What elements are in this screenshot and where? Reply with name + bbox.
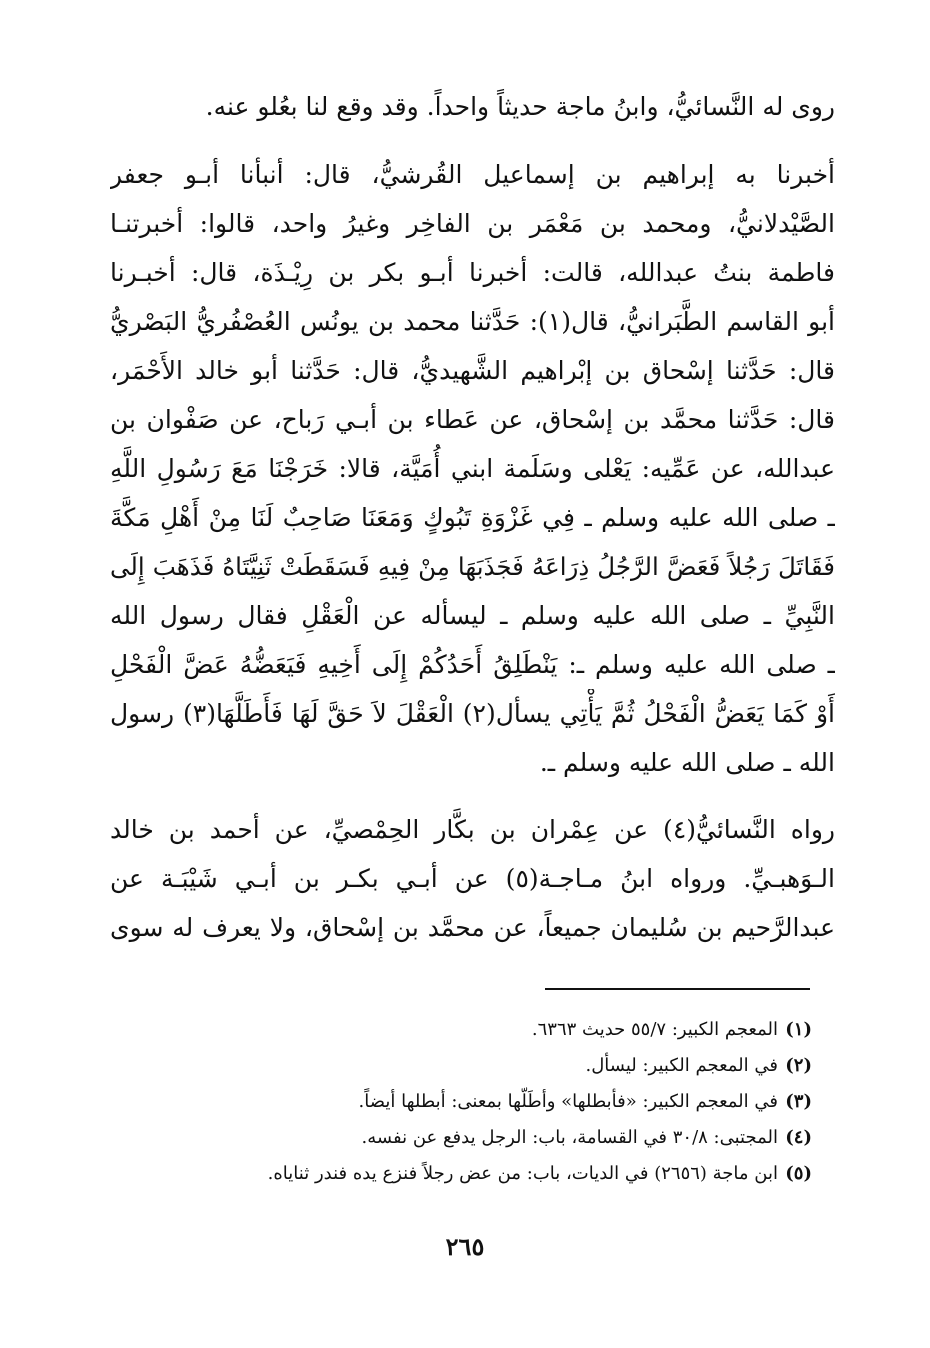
footnote-number: (١)	[785, 1019, 812, 1040]
text-line: أخبرنا به إبراهيم بن إسماعيل القُرشيُّ، قال: أنبأنا أبـو جعفر	[110, 160, 835, 189]
text-line: فاطمة بنتُ عبدالله، قالت: أخبرنا أبـو بكر بن رِيْـذَة، قال: أخبـرنا	[110, 258, 835, 287]
footnote-1	[200, 1012, 812, 1048]
text-line: أَوْ كَمَا يَعَضُّ الْفَحْلُ ثُمَّ يَأْتِي يسأل(٢) الْعَقْلَ لاَ حَقَّ لَهَا فَأَطَلَّهَا(٣) رسول	[110, 699, 835, 728]
text-line: الـوَهبـيِّ. ورواه ابنُ مـاجـة(٥) عن أبـي بكـر بن أبـي شَيْبَـة عن	[110, 864, 835, 893]
footnote-text: المجتبى: ٣٠/٨ في القسامة، باب: الرجل يدفع عن نفسه.	[361, 1127, 778, 1148]
paragraph-hadith	[110, 150, 835, 787]
footnote-5	[200, 1156, 812, 1192]
text-line: عبدالله، عن عَمِّيه: يَعْلى وسَلَمة ابني أُمَيَّة، قالا: خَرَجْنَا مَعَ رَسُولِ اللَّهِ	[110, 454, 835, 483]
footnote-4	[200, 1120, 812, 1156]
footnote-text: المعجم الكبير: ٥٥/٧ حديث ٦٣٦٣.	[531, 1019, 778, 1040]
footnote-separator	[545, 988, 810, 990]
footnote-2	[200, 1048, 812, 1084]
text-line: عبدالرَّحيم بن سُليمان جميعاً، عن محمَّد بن إسْحاق، ولا يعرف له سوى	[110, 913, 835, 942]
footnote-number: (٢)	[785, 1055, 812, 1076]
footnote-3	[200, 1084, 812, 1120]
text-line: الصَّيْدلانيُّ، ومحمد بن مَعْمَر بن الفاخِر وغيرُ واحد، قالوا: أخبرتنـا	[110, 209, 835, 238]
text-line: الله ـ صلى الله عليه وسلم ـ.	[539, 748, 835, 777]
text-line: قال: حَدَّثنا إسْحاق بن إبْراهيم الشَّهيديُّ، قال: حَدَّثنا أبو خالد الأَحْمَر،	[110, 356, 835, 385]
footnote-text: في المعجم الكبير: ليسأل.	[585, 1055, 778, 1076]
footnote-number: (٣)	[785, 1091, 812, 1112]
text-line: ـ صلى الله عليه وسلم ـ: يَنْطَلِقُ أَحَدُكُمْ إِلَى أَخِيهِ فَيَعَضُّهُ عَضَّ الْفَحْلِ	[110, 650, 835, 679]
text-line: النَّبِيِّ ـ صلى الله عليه وسلم ـ ليسأله عن الْعَقْلِ فقال رسول الله	[110, 601, 835, 630]
text-line: ـ صلى الله عليه وسلم ـ فِي غَزْوَةِ تَبُوكٍ وَمَعَنَا صَاحِبٌ لَنَا مِنْ أَهْلِ مَكَّةَ	[110, 503, 835, 532]
text-line: أبو القاسم الطَّبَرانيُّ، قال(١): حَدَّثنا محمد بن يونُس العُصْفُريُّ البَصْريُّ	[110, 307, 835, 336]
footnote-text: ابن ماجة (٢٦٥٦) في الديات، باب: من عض رجلاً فنزع يده فندر ثناياه.	[267, 1163, 778, 1184]
footnotes	[200, 1012, 812, 1192]
text-line: روى له النَّسائيُّ، وابنُ ماجة حديثاً واحداً. وقد وقع لنا بعُلو عنه.	[205, 92, 835, 121]
footnote-number: (٥)	[785, 1163, 812, 1184]
footnote-number: (٤)	[785, 1127, 812, 1148]
text-line: رواه النَّسائيُّ(٤) عن عِمْران بن بكَّار الحِمْصيِّ، عن أحمد بن خالد	[110, 815, 835, 844]
footnote-text: في المعجم الكبير: «فأبطلها» وأطَلّها بمعنى: أبطلها أيضاً.	[358, 1091, 778, 1112]
text-line: قال: حَدَّثنا محمَّد بن إسْحاق، عن عَطاء بن أبـي رَباح، عن صَفْوان بن	[110, 405, 835, 434]
page-number: ٢٦٥	[445, 1232, 485, 1261]
text-line: فَقَاتَلَ رَجُلاً فَعَضَّ الرَّجُلُ ذِرَاعَهُ فَجَذَبَهَا مِنْ فِيهِ فَسَقَطَتْ ثَنِيَّتَاهُ فَذَهَبَ إِلَى	[110, 552, 835, 581]
paragraph-intro	[110, 82, 835, 131]
paragraph-riwaya	[110, 805, 835, 952]
